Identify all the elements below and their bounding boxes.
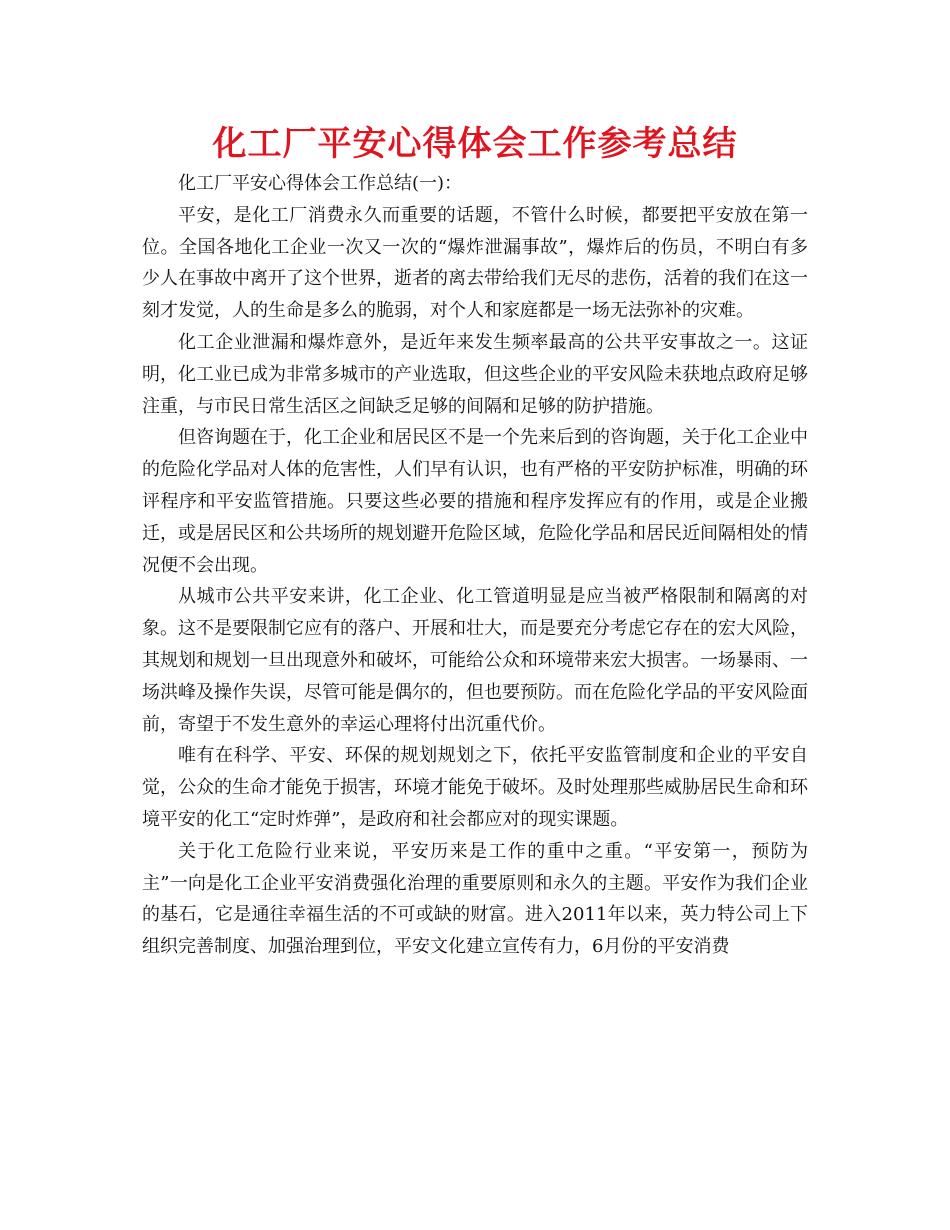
paragraph: 唯有在科学、平安、环保的规划规划之下，依托平安监管制度和企业的平安自觉，公众的生命才能免于损害，环境才能免于破坏。及时处理那些威胁居民生命和环境平安的化工“定时炸弹”，是政府和社会都应对的现实课题。 bbox=[142, 745, 808, 830]
paragraph: 但咨询题在于，化工企业和居民区不是一个先来后到的咨询题，关于化工企业中的危险化学品对人体的危害性，人们早有认识，也有严格的平安防护标准，明确的环评程序和平安监管措施。只要这些必要的措施和程序发挥应有的作用，或是企业搬迁，或是居民区和公共场所的规划避开危险区域，危险化学品和居民近间隔相处的情况便不会出现。 bbox=[142, 427, 808, 576]
paragraph: 从城市公共平安来讲，化工企业、化工管道明显是应当被严格限制和隔离的对象。这不是要限制它应有的落户、开展和壮大，而是要充分考虑它存在的宏大风险，其规划和规划一旦出现意外和破坏，可能给公众和环境带来宏大损害。一场暴雨、一场洪峰及操作失误，尽管可能是偶尔的，但也要预防。而在危险化学品的平安风险面前，寄望于不发生意外的幸运心理将付出沉重代价。 bbox=[142, 586, 808, 735]
document-body bbox=[142, 168, 808, 963]
document-title: 化工厂平安心得体会工作参考总结 bbox=[212, 124, 738, 164]
paragraph: 化工厂平安心得体会工作总结(一)： bbox=[178, 173, 463, 194]
paragraph: 平安，是化工厂消费永久而重要的话题，不管什么时候，都要把平安放在第一位。全国各地化工企业一次又一次的“爆炸泄漏事故”，爆炸后的伤员，不明白有多少人在事故中离开了这个世界，逝者的离去带给我们无尽的悲伤，活着的我们在这一刻才发觉，人的生命是多么的脆弱，对个人和家庭都是一场无法弥补的灾难。 bbox=[142, 204, 808, 322]
paragraph: 关于化工危险行业来说，平安历来是工作的重中之重。“平安第一，预防为主”一向是化工企业平安消费强化治理的重要原则和永久的主题。平安作为我们企业的基石，它是通往幸福生活的不可或缺的财富。进入2011年以来，英力特公司上下组织完善制度、加强治理到位，平安文化建立宣传有力，6月份的平安消费 bbox=[142, 840, 808, 958]
paragraph: 化工企业泄漏和爆炸意外，是近年来发生频率最高的公共平安事故之一。这证明，化工业已成为非常多城市的产业选取，但这些企业的平安风险未获地点政府足够注重，与市民日常生活区之间缺乏足够的间隔和足够的防护措施。 bbox=[142, 331, 808, 417]
